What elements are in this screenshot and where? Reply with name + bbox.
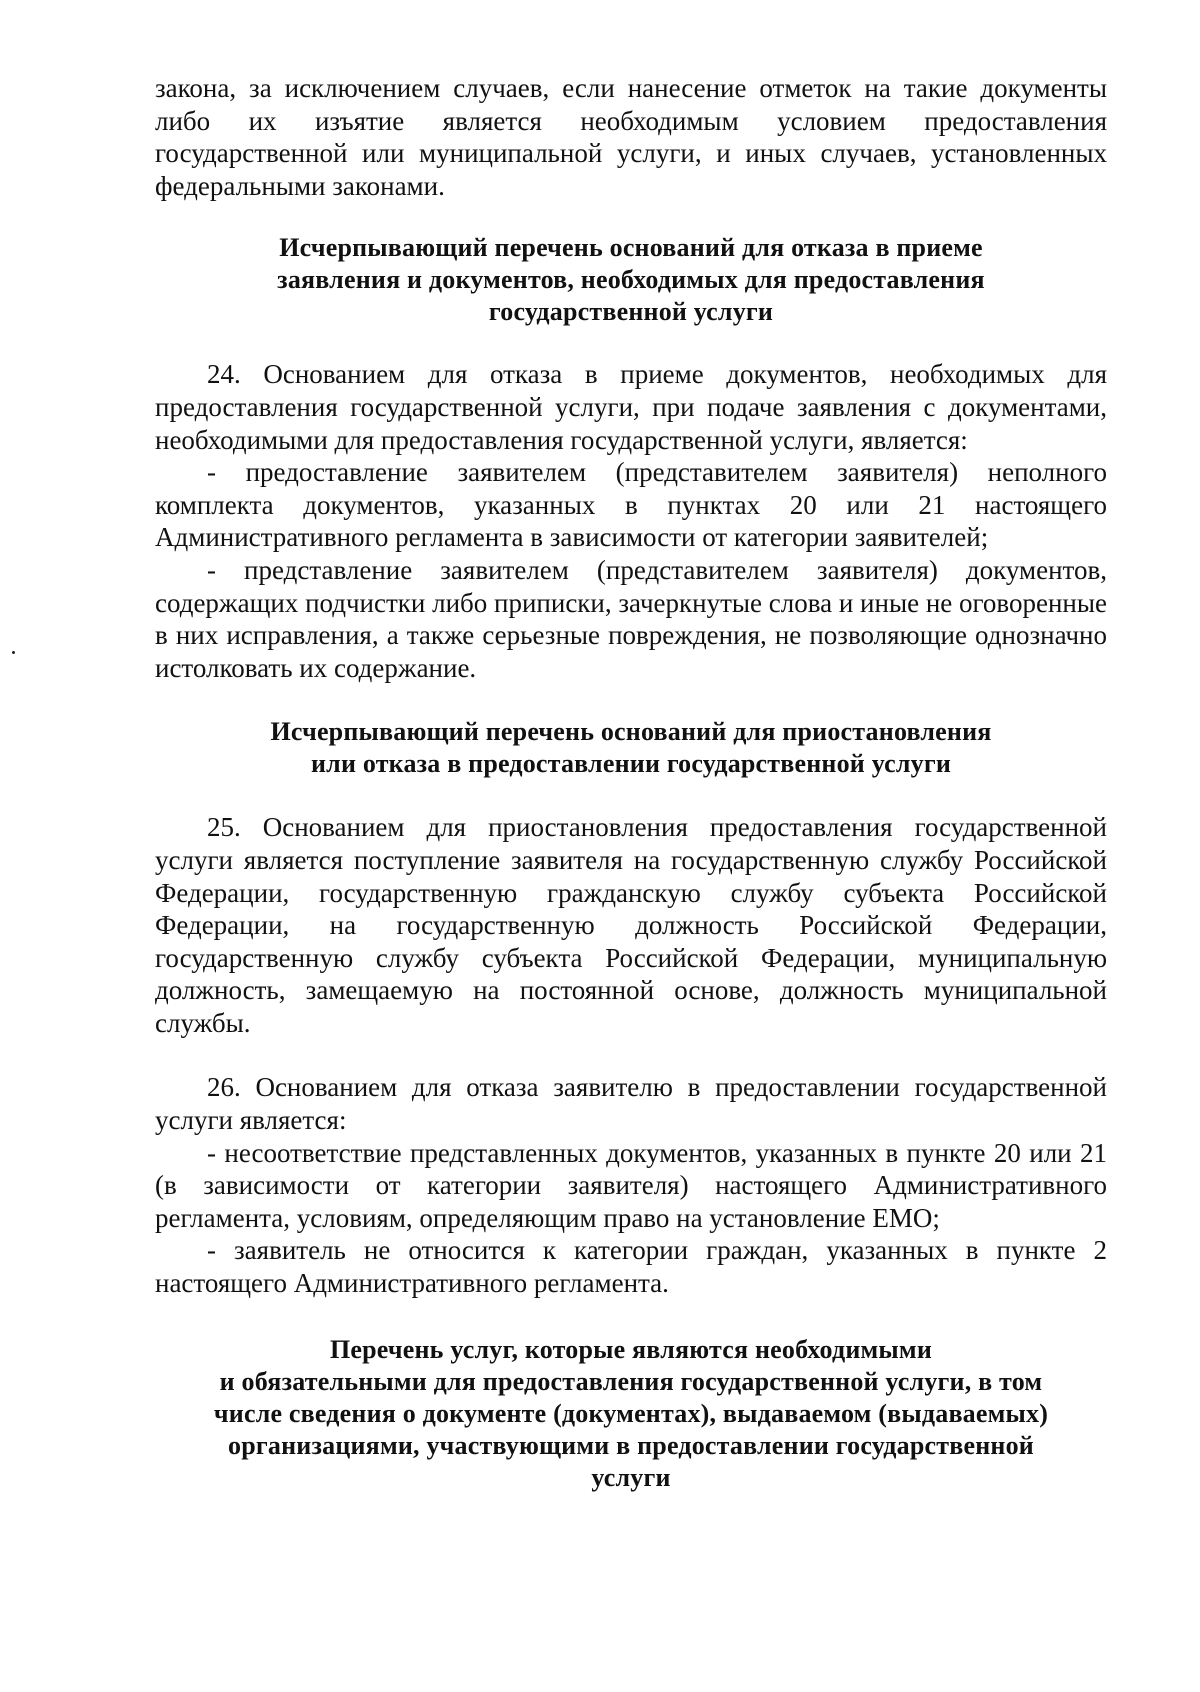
- heading-suspension: [155, 716, 1107, 780]
- heading-required-services: [155, 1334, 1107, 1494]
- heading-line: государственной услуги: [488, 297, 774, 327]
- heading-refusal-acceptance: [155, 232, 1107, 328]
- heading-line: числе сведения о документе (документах), выдаваемом (выдаваемых): [213, 1398, 1049, 1428]
- heading-line: Исчерпывающий перечень оснований для приостановления: [270, 717, 992, 747]
- intro-paragraph: закона, за исключением случаев, если нанесение отметок на такие документы либо их изъятие является необходимым условием предоставления государственной или муниципальной услуги, и иных случаев, установленных федеральными законами.: [155, 73, 1107, 201]
- item-26-bullet-1: - несоответствие представленных документов, указанных в пункте 20 или 21 (в зависимости от категории заявителя) настоящего Административного регламента, условиям, определяющим право на установление ЕМО;: [155, 1137, 1107, 1233]
- heading-line: услуги: [591, 1462, 671, 1492]
- item-26-bullet-2: - заявитель не относится к категории граждан, указанных в пункте 2 настоящего Административного регламента.: [155, 1235, 1107, 1299]
- heading-line: Исчерпывающий перечень оснований для отказа в приеме: [279, 233, 983, 263]
- document-page: [155, 72, 1107, 1494]
- item-26: 26. Основанием для отказа заявителю в предоставлении государственной услуги является:: [155, 1072, 1107, 1136]
- heading-line: организациями, участвующими в предоставлении государственной: [228, 1430, 1034, 1460]
- item-24-bullet-1: - предоставление заявителем (представителем заявителя) неполного комплекта документов, указанных в пунктах 20 или 21 настоящего Административного регламента в зависимости от категории заявителей;: [155, 457, 1107, 553]
- item-24-bullet-2: - представление заявителем (представителем заявителя) документов, содержащих подчистки либо приписки, зачеркнутые слова и иные не оговоренные в них исправления, а также серьезные повреждения, не позволяющие однозначно истолковать их содержание.: [155, 554, 1107, 683]
- heading-line: заявления и документов, необходимых для предоставления: [277, 265, 985, 295]
- item-25: 25. Основанием для приостановления предоставления государственной услуги является поступление заявителя на государственную службу Российской Федерации, государственную гражданскую службу субъекта Российской Федерации, на государственную должность Российской Федерации, государственную службу субъекта Российской Федерации, муниципальную должность, замещаемую на постоянной основе, должность муниципальной службы.: [155, 812, 1107, 1038]
- heading-line: или отказа в предоставлении государственной услуги: [310, 749, 952, 779]
- heading-line: Перечень услуг, которые являются необходимыми: [329, 1334, 933, 1364]
- item-24: 24. Основанием для отказа в приеме документов, необходимых для предоставления государственной услуги, при подаче заявления с документами, необходимыми для предоставления государственной услуги, является:: [155, 359, 1107, 455]
- scan-speck: [12, 651, 15, 654]
- heading-line: и обязательными для предоставления государственной услуги, в том: [219, 1366, 1043, 1396]
